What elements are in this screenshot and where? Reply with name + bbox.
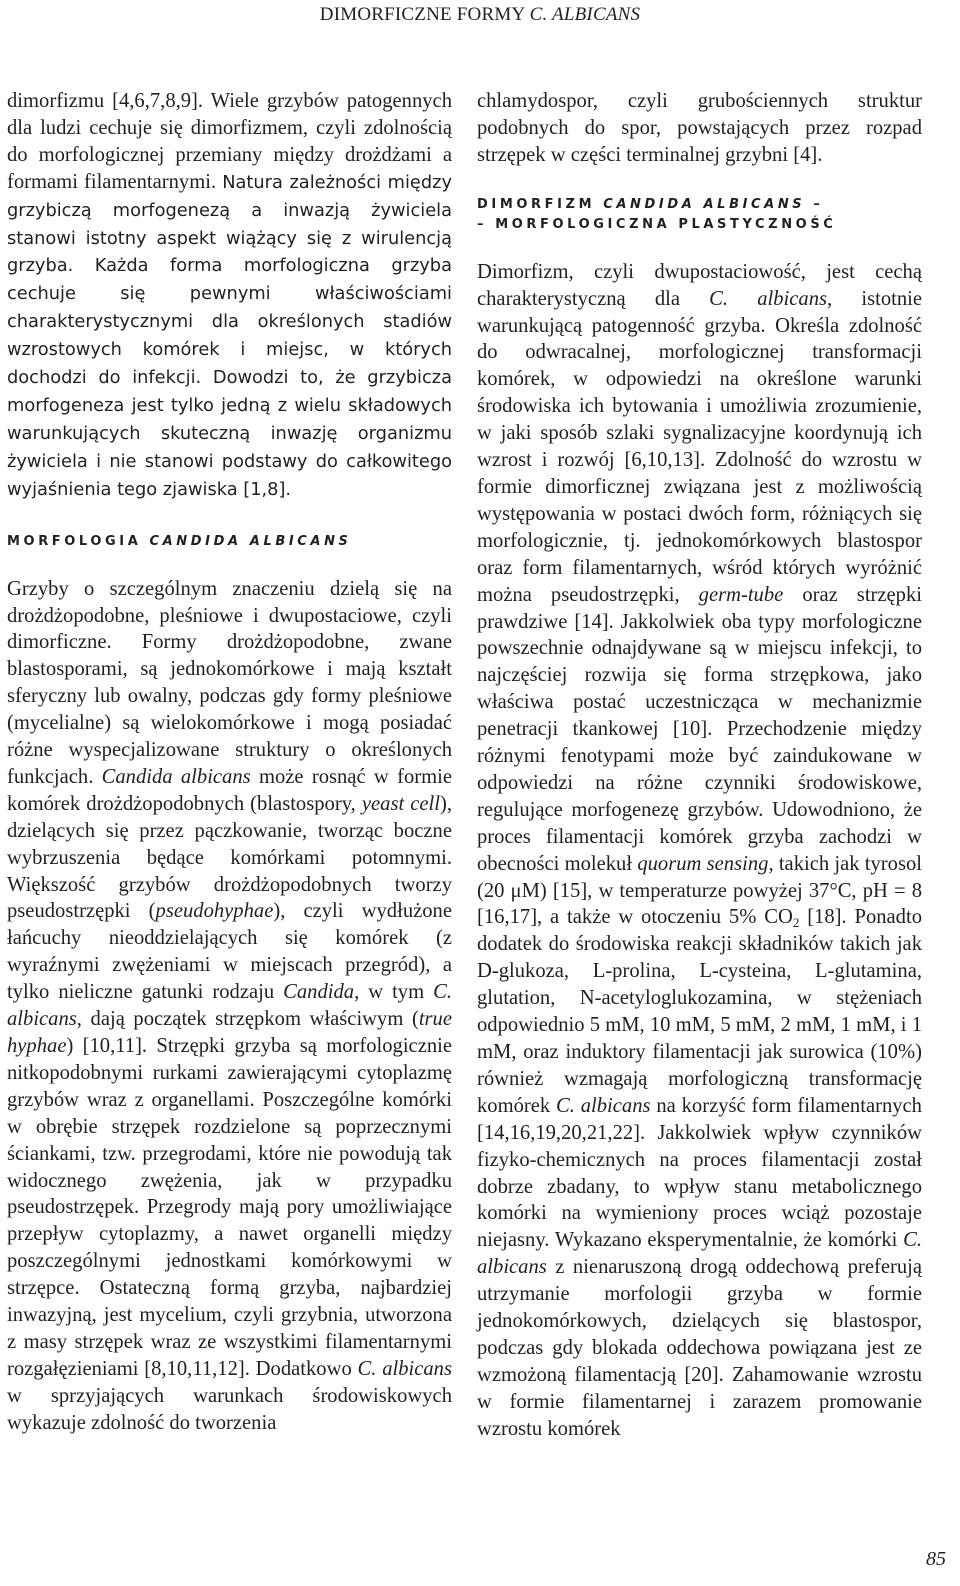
section-heading-dimorfizm — [477, 195, 922, 235]
text-run: Grzyby o szczególnym znaczeniu dzielą się na drożdżopodobne, pleśniowe i dwupostaciowe, czyli dimorficzne. Formy drożdżopodobne, zwane blastosporami, są jednokomórkowe i mają kształt sferyczny lub owalny, podczas gdy formy pleśniowe (mycelialne) są wielokomórkowe i mogą posiadać różne wyspecjalizowane struktury o określonych funkcjach. — [7, 577, 452, 788]
subscript: 2 — [792, 915, 800, 931]
heading-italic: CANDIDA ALBICANS — [149, 533, 352, 549]
heading-text: MORFOLOGIA — [7, 533, 150, 549]
text-run: , takich jak tyrosol (20 μM) [15], w temperaturze powyżej 37°C, pH = 8 [16,17], a także w otoczeniu 5% CO — [477, 852, 922, 929]
intro-sans-text: Natura zależności między grzybiczą morfogenezą a inwazją żywiciela stanowi istotny aspekt wiążący się z wirulencją grzyba. Każda forma morfologiczna grzyba cechuje się pewnymi właściwościami charakterystycznymi dla określonych stadiów wzrostowych komórek i miejsc, w których dochodzi do infekcji. Dowodzi to, że grzybicza morfogeneza jest tylko jedną z wielu składowych warunkujących skuteczną inwazję organizmu żywiciela i nie stanowi podstawy do całkowitego wyjaśnienia tego zjawiska [1,8]. — [7, 171, 452, 500]
text-run: ), dzielących się przez pączkowanie, tworząc boczne wybrzuszenia będące komórkami potomnymi. Większość grzybów drożdżopodobnych tworzy pseudostrzępki ( — [7, 792, 452, 923]
section-heading-morfologia — [7, 532, 452, 552]
text-run: , dają początek strzępkom właściwym ( — [76, 1008, 419, 1031]
text-run: ) [10,11]. Strzępki grzyba są morfologicznie nitkopodobnymi rurkami zawierającymi cytoplazmę grzybów wraz z organellami. Poszczególne komórki w obrębie strzępek rozdzielone są poprzecznymi ściankami, tzw. przegrodami, które nie powodują tak widocznego zwężenia, jak w przypadku pseudostrzępek. Przegrody mają pory umożliwiające przepływ cytoplazmy, a nawet organelli między poszczególnymi jednostkami komórkowymi w strzępce. Ostateczną formą grzyba, najbardziej inwazyjną, jest mycelium, czyli grzybnia, utworzona z masy strzępek wraz ze wszystkimi filamentarnymi rozgałęzieniami [8,10,11,12]. Dodatkowo — [7, 1035, 452, 1380]
text-run: na korzyść form filamentarnych [14,16,19,20,21,22]. Jakkolwiek wpływ czynników fizyko-chemicznych na proces filamentacji został dobrze zbadany, to wpływ stanu metabolicznego komórki na wymieniony proces wciąż pozostaje niejasny. Wykazano eksperymentalnie, że komórki — [477, 1094, 922, 1252]
italic-run: yeast cell — [361, 792, 440, 815]
heading-line-1 — [477, 195, 922, 215]
running-head-text: DIMORFICZNE FORMY — [319, 4, 530, 25]
dimorfizm-paragraph — [477, 259, 922, 1443]
right-column — [477, 88, 922, 1443]
italic-run: Candida — [283, 981, 355, 1004]
text-run: oraz strzępki prawdziwe [14]. Jakkolwiek oba typy morfologiczne powszechnie odnajdywane są w miejscu infekcji, to najczęściej rozwija się forma strzępkowa, jako właściwa postać uczestnicząca w mechanizmie penetracji tkankowej [10]. Przechodzenie między różnymi fenotypami może być zaindukowane w odpowiedzi na różne czynniki środowiskowe, regulujące morfogenezę grzybów. Udowodniono, że proces filamentacji komórek grzyba zachodzi w obecności molekuł — [477, 583, 922, 875]
intro-serif-text: dimorfizmu [4,6,7,8,9]. Wiele grzybów patogennych dla ludzi cechuje się dimorfizmem, czyli zdolnością do morfologicznej przemiany między drożdżami a formami filamentarnymi. — [7, 90, 452, 193]
heading-line-2: – MORFOLOGICZNA PLASTYCZNOŚĆ — [477, 216, 837, 232]
intro-paragraph — [7, 88, 452, 504]
text-run: , w tym — [354, 981, 434, 1004]
text-run: Dimorfizm, czyli dwupostaciowość, jest cechą charakterystyczną dla — [477, 260, 922, 310]
italic-run: C. albicans — [7, 981, 452, 1031]
morfologia-paragraph — [7, 576, 452, 1437]
italic-run: pseudohyphae — [155, 900, 274, 923]
chlamydospor-paragraph: chlamydospor, czyli grubościennych struktur podobnych do spor, powstających przez rozpad strzępek w części terminalnej grzybni [4]. — [477, 90, 922, 166]
page-number: 85 — [926, 1548, 946, 1570]
text-run: z nienaruszoną drogą oddechową preferują utrzymanie morfologii grzyba w formie jednokomórkowych, dzielących się blastospor, podczas gdy blokada oddechowa powiązana jest ze wzmożoną filamentacją [20]. Zahamowanie wzrostu w formie filamentarnej i zarazem promowanie wzrostu komórek — [477, 1256, 922, 1440]
heading-dash: – — [805, 196, 824, 212]
running-head — [0, 4, 960, 26]
italic-run: C. albicans — [477, 1229, 922, 1279]
text-run: ), czyli wydłużone łańcuchy nieoddzielających się komórek (z wyraźnymi zwężeniami w miejscach przegród), a tylko nieliczne gatunki rodzaju — [7, 900, 452, 1004]
italic-run: true hyphae — [7, 1008, 452, 1057]
text-run: , istotnie warunkującą patogenność grzyba. Określa zdolność do odwracalnej, morfologicznej transformacji komórek, w odpowiedzi na określone warunki środowiska ich bytowania i umożliwia zrozumienie, w jaki sposób szlaki sygnalizacyjne koordynują ich wzrost i rozwój [6,10,13]. Zdolność do wzrostu w formie dimorficznej związana jest z możliwością występowania w postaci dwóch form, różniących się morfologicznie, tj. jednokomórkowych blastospor oraz form filamentarnych, wśród których wyróżnić można pseudostrzępki, — [477, 287, 922, 606]
text-run: w sprzyjających warunkach środowiskowych wykazuje zdolność do tworzenia — [7, 1384, 452, 1434]
italic-run: Candida albicans — [101, 765, 251, 788]
italic-run: quorum sensing — [637, 852, 769, 875]
text-run: może rosnąć w formie komórek drożdżopodobnych (blastospory, — [7, 765, 452, 815]
running-head-italic: C. ALBICANS — [529, 4, 641, 25]
italic-run: C. albicans — [357, 1357, 452, 1380]
italic-run: C. albicans — [556, 1094, 651, 1117]
italic-run: C. albicans — [709, 287, 828, 310]
heading-text: DIMORFIZM — [477, 196, 604, 212]
text-run: [18]. Ponadto dodatek do środowiska reakcji składników takich jak D-glukoza, L-prolina, L-cysteina, L-glutamina, glutation, N-acetyloglukozamina, w stężeniach odpowiednio 5 mM, 10 mM, 5 mM, 2 mM, 1 mM, i 1 mM, oraz induktory filamentacji jak surowica (10%) również wzmagają morfologiczną transformację komórek — [477, 906, 922, 1117]
italic-run: germ-tube — [698, 583, 784, 606]
left-column — [7, 88, 452, 1437]
heading-italic: CANDIDA ALBICANS — [603, 196, 806, 212]
